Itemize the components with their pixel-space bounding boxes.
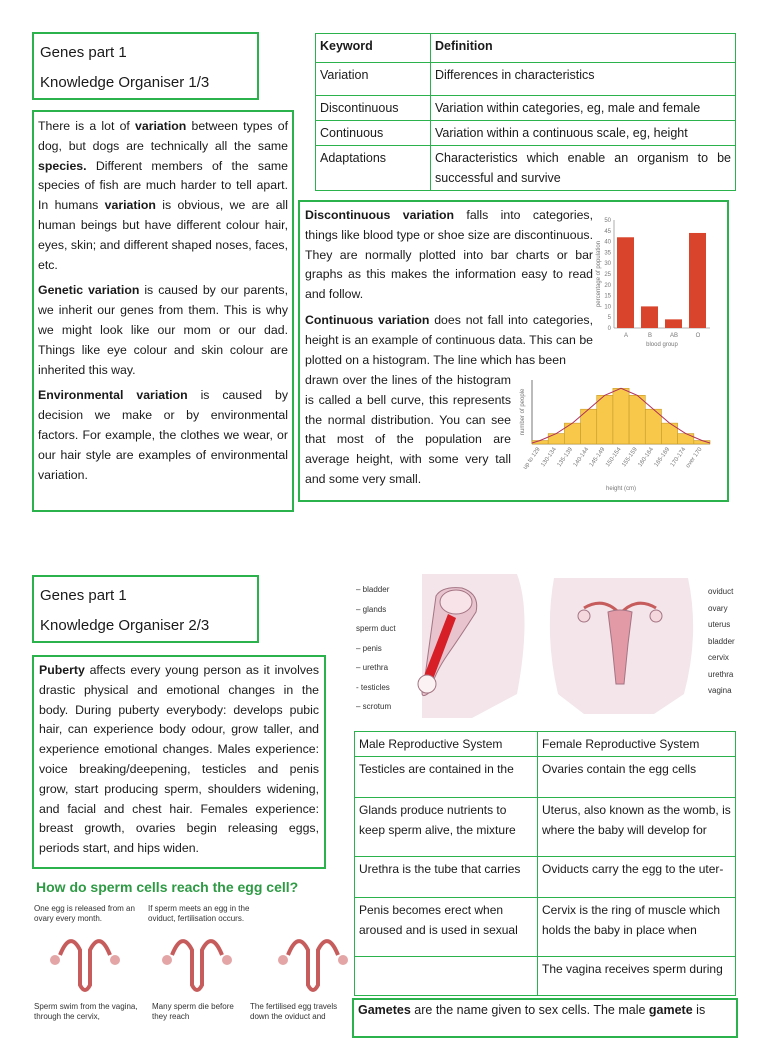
discontinuous-paragraph: Discontinuous variation falls into categories, things like blood type or shoe size are discontinuous. They are normally plotted into bar charts or bar graphs as this makes the information easy to read and follow. [305,208,593,302]
sperm-journey-diagram [30,900,350,1028]
male-cell: Testicles are contained in the [355,757,538,798]
female-label: oviduct [708,587,734,596]
male-label: – urethra [356,663,389,672]
keyword-cell: Adaptations [316,146,431,191]
intro-paragraph-2: Genetic variation is caused by our parents, we inherit our genes from them. This is why we might look like our mom or our dad. Things like eye colour and skin colour are inherited this way. [38,283,288,377]
keyword-cell: Discontinuous [316,96,431,121]
bar [689,233,706,328]
variation-box [298,200,729,502]
y-tick-label: 50 [604,218,611,224]
female-cell: The vagina receives sperm during [538,957,736,996]
sperm-caption: The fertilised egg travels down the oviduct and [250,1002,338,1021]
male-label: - testicles [356,682,390,692]
male-label: – scrotum [356,702,392,711]
x-tick-label: 150-154 [605,446,623,469]
female-cell: Uterus, also known as the womb, is where the baby will develop for [538,798,736,857]
x-tick-label: up to 129 [522,446,542,471]
female-cell: Ovaries contain the egg cells [538,757,736,798]
table-row [355,898,736,957]
table-row [355,857,736,898]
y-axis-label: percentage of population [596,240,602,308]
title-line-2: Knowledge Organiser 1/3 [40,74,210,91]
keyword-cell: Continuous [316,121,431,146]
male-header: Male Reproductive System [355,732,538,757]
sperm-caption: Many sperm die before they reach [152,1002,234,1021]
female-label: vagina [708,686,732,695]
gametes-box: Gametes are the name given to sex cells. The male gamete is [352,998,738,1038]
title-line-1: Genes part 1 [40,44,127,61]
keyword-table [315,33,736,191]
male-cell: Urethra is the tube that carries [355,857,538,898]
keyword-cell: Variation [316,63,431,96]
histogram-bar [548,434,564,444]
y-tick-label: 10 [604,304,611,311]
x-tick-label: 135-139 [556,446,575,469]
bar [617,237,634,328]
bar [641,306,658,328]
x-tick-label: 155-159 [621,446,639,469]
histogram-bar [597,395,613,444]
table-row [355,798,736,857]
table-row [316,96,736,121]
histogram-bar [629,395,645,444]
y-tick-label: 35 [604,250,611,257]
x-tick-label: O [695,333,701,339]
sperm-caption: One egg is released from an ovary every month. [34,904,135,923]
title-line-1: Genes part 1 [40,587,127,604]
keyword-table-header [316,34,736,63]
x-tick-label: 165-169 [653,446,672,469]
title-box-2 [32,575,259,643]
y-tick-label: 15 [604,293,611,300]
x-tick-label: over 170 [685,446,704,470]
reproductive-system-table [354,731,736,996]
male-label: sperm duct [356,624,396,633]
female-label: cervix [708,653,729,662]
y-tick-label: 5 [607,315,611,322]
definition-header: Definition [431,34,736,63]
bell-curve-paragraph: drawn over the lines of the histogram is called a bell curve, this represents the normal distribution. You can see that most of the population are average height, with some very tall and some very small. [305,373,511,486]
x-tick-label: AB [669,333,679,339]
puberty-text-box: Puberty affects every young person as it involves drastic physical and emotional changes in the body. During puberty everybody: develops pubic hair, can experience body odour, grow taller, and experience emotional changes. Males experience: voice breaking/deepening, testicles and penis grow, start producing sperm, shoulders widening, and facial and chest hair. Females experience: breast growth, ovaries begin releasing eggs, periods start, and hips widen. [32,655,326,869]
x-axis-label: height (cm) [605,486,637,492]
x-tick-label: 160-164 [637,446,656,469]
y-tick-label: 25 [604,272,611,278]
x-tick-label: 145-149 [588,446,607,469]
male-label: – bladder [356,585,390,594]
sperm-caption: If sperm meets an egg in the oviduct, fertilisation occurs. [148,904,250,923]
uterus-icon [278,941,348,990]
definition-cell: Differences in characteristics [431,63,736,96]
definition-cell: Variation within a continuous scale, eg, height [431,121,736,146]
female-label: uterus [708,620,731,629]
table-header-row [355,732,736,757]
y-tick-label: 45 [604,228,611,235]
x-tick-label: B [647,333,653,339]
uterus-icon [162,941,232,990]
y-tick-label: 0 [607,326,611,332]
title-line-2: Knowledge Organiser 2/3 [40,617,210,634]
female-cell: Cervix is the ring of muscle which holds the baby in place when [538,898,736,957]
x-tick-label: 140-144 [572,446,591,469]
histogram-bar [678,434,694,444]
female-reproductive-diagram [544,574,738,718]
x-axis-label: blood group [646,342,678,348]
male-label: – penis [356,643,382,653]
table-row [355,757,736,798]
female-cell: Oviducts carry the egg to the uter- [538,857,736,898]
keyword-header: Keyword [316,34,431,63]
y-tick-label: 40 [604,239,611,246]
male-cell [355,957,538,996]
table-row [316,121,736,146]
intro-paragraph-3: Environmental variation is caused by decision we make or by environmental factors. For example, the clothes we wear, or our hair style are examples of environmental variation. [38,388,288,482]
table-row [316,63,736,96]
x-tick-label: 130-134 [540,446,558,469]
bar [665,319,682,328]
blood-group-bar-chart [594,210,719,350]
uterus-icon [50,941,120,990]
continuous-paragraph: Continuous variation does not fall into categories, height is an example of continuous data. This can be plotted on a histogram. The line which has been [305,313,593,367]
male-cell: Glands produce nutrients to keep sperm alive, the mixture [355,798,538,857]
y-axis-label: number of people [520,388,526,436]
intro-text-box [32,110,294,512]
table-row [316,146,736,191]
definition-cell: Variation within categories, eg, male and female [431,96,736,121]
male-cell: Penis becomes erect when aroused and is used in sexual [355,898,538,957]
female-label: bladder [708,636,735,646]
x-tick-label: A [623,333,629,339]
title-box-1 [32,32,259,100]
histogram-bar [613,388,629,444]
female-header: Female Reproductive System [538,732,736,757]
x-tick-label: 170-174 [669,446,688,469]
sperm-heading: How do sperm cells reach the egg cell? [36,879,299,895]
y-tick-label: 20 [604,282,611,289]
female-label: urethra [708,669,734,679]
height-histogram [514,374,714,492]
intro-paragraph-1: There is a lot of variation between types of dog, but dogs are technically all the same species. Different members of the same species of fish are much harder to tell apart. In humans variation is obvious, we are all human beings but have different colour hair, eyes, skin; and different shaped noses, faces, etc. [38,119,289,272]
table-row [355,957,736,996]
male-reproductive-diagram [352,574,532,718]
male-label: – glands [356,604,387,614]
definition-cell: Characteristics which enable an organism to be successful and survive [431,146,736,191]
y-tick-label: 30 [604,261,611,268]
sperm-caption: Sperm swim from the vagina, through the cervix, [34,1002,138,1021]
female-label: ovary [708,603,728,613]
